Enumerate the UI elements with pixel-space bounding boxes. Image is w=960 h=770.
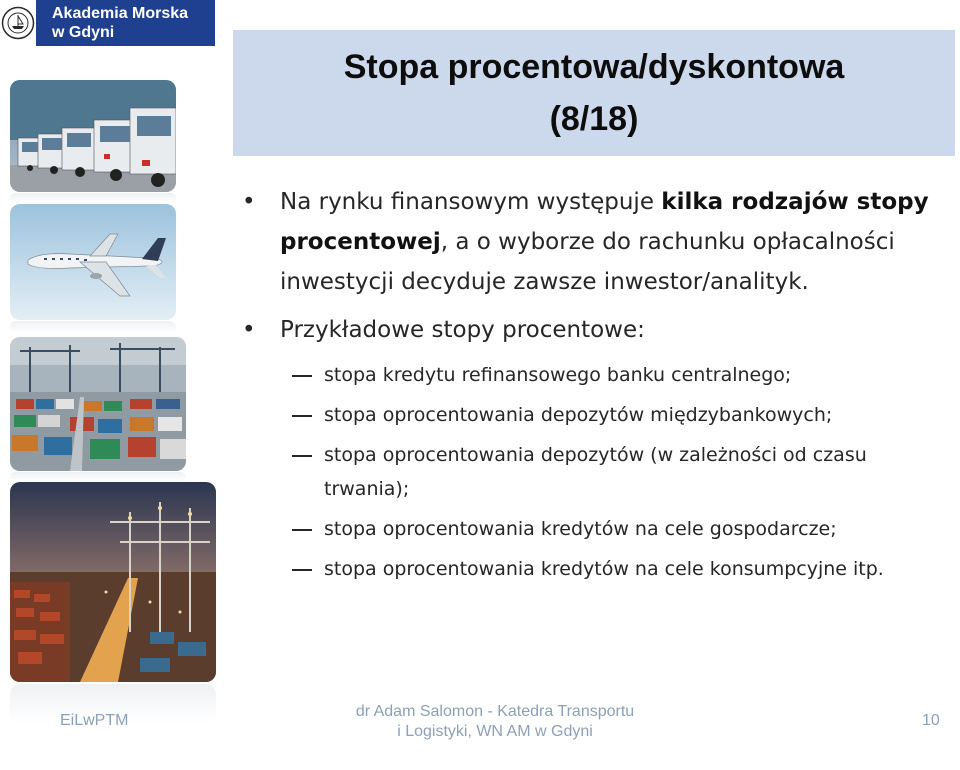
dash-marker	[292, 455, 312, 457]
academy-logo	[0, 0, 215, 46]
logo-line-1: Akademia Morska	[52, 5, 189, 22]
sub-item-text: stopa kredytu refinansowego banku centralnego;	[324, 364, 792, 386]
bullet-item	[240, 182, 950, 302]
dash-marker	[292, 529, 312, 531]
sub-item-text: stopa oprocentowania depozytów międzybankowych;	[324, 404, 833, 426]
bullet-text-before: Na rynku finansowym występuje	[280, 189, 662, 215]
bullet-marker: •	[242, 317, 256, 343]
sub-item-text: stopa oprocentowania kredytów na cele konsumpcyjne itp.	[324, 558, 884, 580]
sub-item-text: stopa oprocentowania depozytów (w zależności od czasu trwania);	[324, 444, 867, 500]
footer-left: EiLwPTM	[60, 712, 129, 729]
dash-marker	[292, 415, 312, 417]
page-number: 10	[922, 712, 940, 729]
bullet-marker: •	[242, 189, 256, 215]
dash-marker	[292, 569, 312, 571]
port-night-photo	[10, 482, 216, 682]
sub-item	[240, 438, 944, 506]
sub-item	[240, 398, 944, 432]
dash-marker	[292, 375, 312, 377]
photo-reflection	[10, 472, 186, 482]
academy-seal-icon	[0, 0, 36, 46]
footer-author	[300, 702, 690, 742]
footer-author-line-2: i Logistyki, WN AM w Gdyni	[397, 723, 593, 740]
photo-reflection	[10, 321, 176, 333]
bullet-text-bold: kilka rodzajów stopy procentowej	[280, 189, 929, 255]
slide-content	[240, 182, 950, 592]
logo-line-2: w Gdyni	[52, 24, 115, 41]
title-line-2: (8/18)	[549, 100, 639, 138]
bullet-text-after: , a o wyborze do rachunku opłacalności inwestycji decyduje zawsze inwestor/analityk.	[280, 229, 895, 295]
bullet-text: Przykładowe stopy procentowe:	[280, 317, 645, 343]
trucks-photo	[10, 80, 176, 192]
sub-item	[240, 552, 944, 586]
photo-reflection	[10, 193, 176, 203]
bullet-item	[240, 310, 950, 350]
sub-item-text: stopa oprocentowania kredytów na cele gospodarcze;	[324, 518, 837, 540]
sub-item	[240, 512, 944, 546]
sub-item	[240, 358, 944, 392]
title-line-1: Stopa procentowa/dyskontowa	[343, 48, 845, 86]
slide-title	[233, 30, 955, 156]
container-port-photo	[10, 337, 186, 471]
slide-footer	[0, 700, 960, 750]
airplane-photo	[10, 204, 176, 320]
footer-author-line-1: dr Adam Salomon - Katedra Transportu	[355, 703, 635, 720]
photo-strip	[10, 80, 216, 770]
